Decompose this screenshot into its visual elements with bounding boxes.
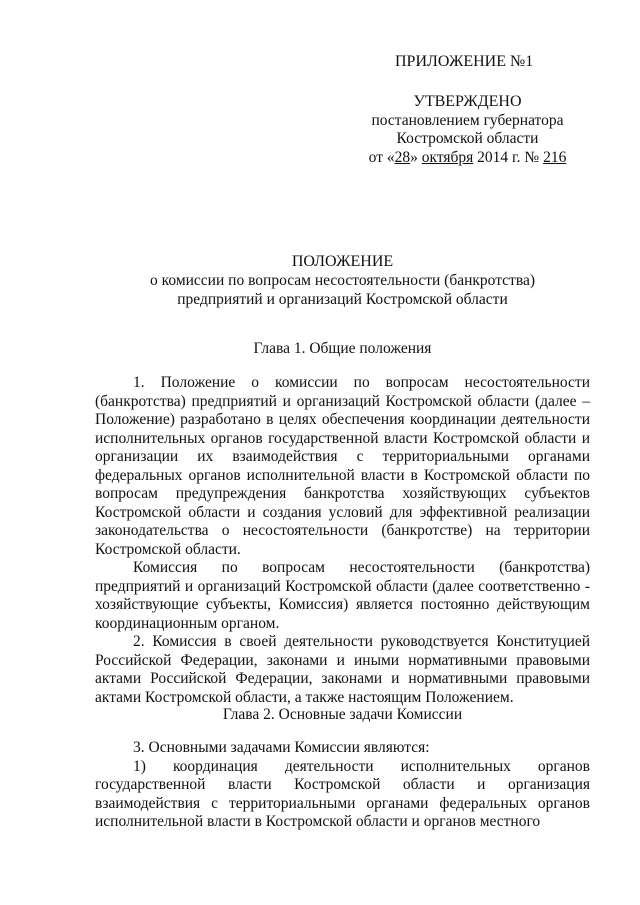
approval-stamp: [355, 93, 580, 167]
paragraph-1: 1. Положение о комиссии по вопросам несостоятельности (банкротства) предприятий и организаций Костромской области (далее – Положение) разработано в целях обеспечения координации деятельности исполнительных органов государственной власти Костромской области и организации их взаимодействия с территориальными органами федеральных органов исполнительной власти в Костромской области по вопросам предупреждения банкротства хозяйствующих субъектов Костромской области и создания условий для эффективной реализации законодательства о несостоятельности (банкротстве) на территории Костромской области.: [95, 374, 590, 558]
decree-number: 216: [543, 148, 567, 166]
date-month: октября: [421, 148, 474, 166]
title-line-2: о комиссии по вопросам несостоятельности (банкротства): [150, 272, 535, 289]
chapter-2-heading: Глава 2. Основные задачи Комиссии: [222, 706, 463, 723]
chapter-1-body: [95, 374, 590, 707]
date-line: [355, 149, 580, 168]
date-mid: »: [410, 148, 422, 166]
decree-line: постановлением губернатора: [371, 111, 564, 129]
title-main: ПОЛОЖЕНИЕ: [291, 253, 394, 270]
chapter-2-body: [95, 739, 590, 832]
date-prefix: от «: [368, 148, 395, 166]
paragraph-commission: Комиссия по вопросам несостоятельности (банкротства) предприятий и организаций Костромской области (далее соответственно - хозяйствующие субъекты, Комиссия) является постоянно действующим координационным органом.: [95, 559, 590, 632]
date-day: 28: [394, 148, 411, 166]
paragraph-3: 3. Основными задачами Комиссии являются:: [133, 739, 430, 756]
chapter-1-heading: Глава 1. Общие положения: [253, 340, 432, 357]
title-line-3: предприятий и организаций Костромской области: [177, 291, 508, 308]
document-title: [95, 252, 590, 309]
annex-label: ПРИЛОЖЕНИЕ №1: [395, 53, 534, 70]
paragraph-3-item-1: 1) координация деятельности исполнительных органов государственной власти Костромской области и организация взаимодействия с территориальными органами федеральных органов исполнительной власти в Костромской области и органов местного: [95, 757, 590, 830]
paragraph-2: 2. Комиссия в своей деятельности руководствуется Конституцией Российской Федерации, законами и иными нормативными правовыми актами Российской Федерации, законами и нормативными правовыми актами Костромской области, а также настоящим Положением.: [95, 633, 590, 706]
date-suffix: 2014 г. №: [473, 148, 544, 166]
region-line: Костромской области: [396, 130, 539, 147]
approved-label: УТВЕРЖДЕНО: [413, 93, 522, 110]
